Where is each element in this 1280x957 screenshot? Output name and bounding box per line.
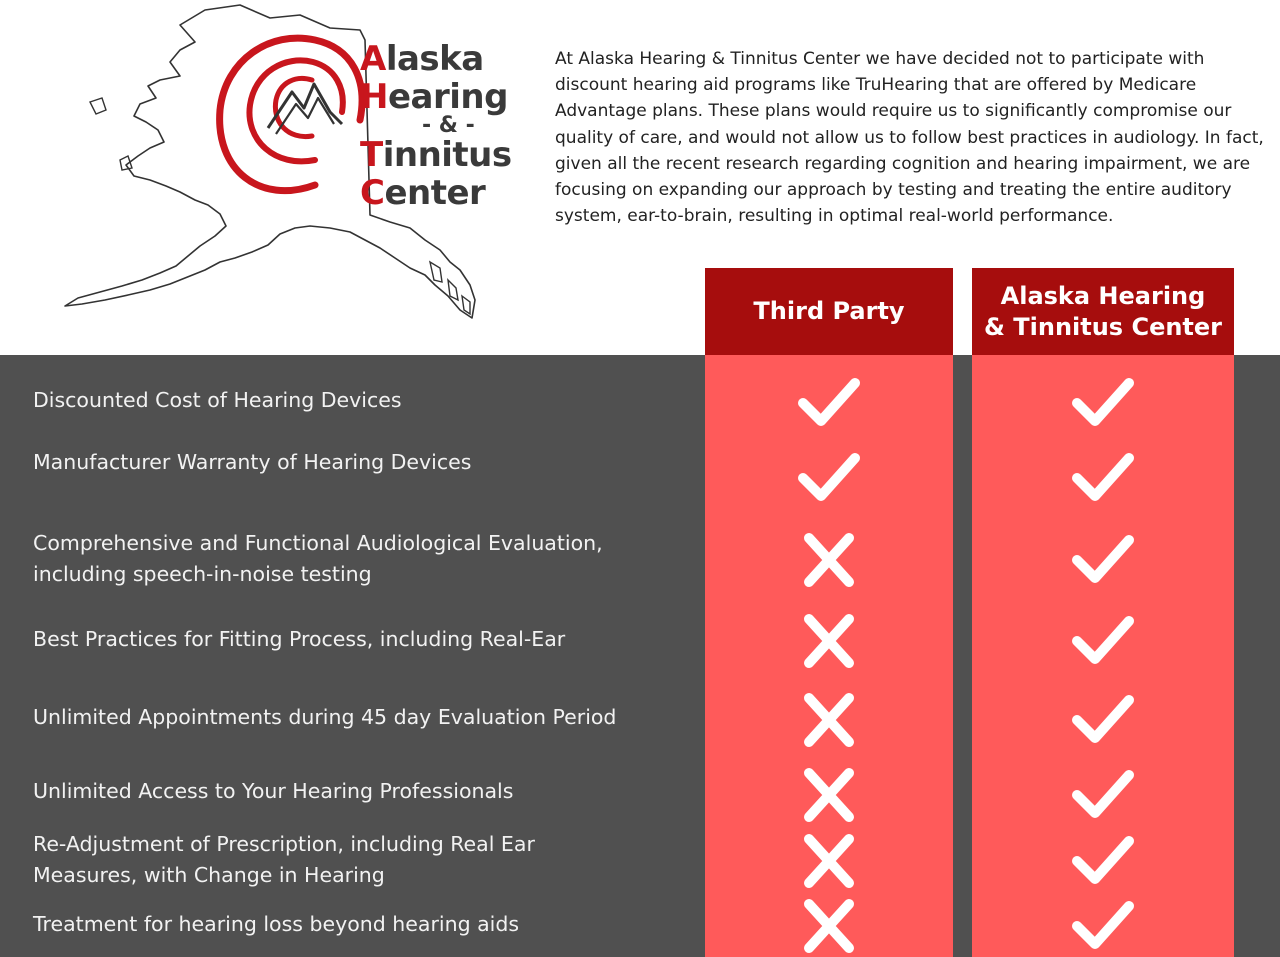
check-icon: [1071, 532, 1135, 588]
feature-label: [33, 909, 673, 940]
ear-logo-icon: [220, 38, 362, 191]
center-column-header: [972, 268, 1234, 355]
check-icon: [797, 375, 861, 431]
feature-label: [33, 702, 673, 733]
x-icon: [797, 898, 861, 954]
logo-line-alaska: Alaska: [360, 39, 484, 79]
x-icon: [797, 833, 861, 889]
logo-line-center: Center: [360, 173, 486, 213]
logo-ampersand-line: - & -: [422, 113, 475, 138]
logo-line-tinnitus: Tinnitus: [360, 135, 512, 175]
feature-label-line1: Treatment for hearing loss beyond hearing aids: [33, 912, 520, 936]
third-party-column-header: [705, 268, 953, 355]
feature-label-line1: Best Practices for Fitting Process, including Real-Ear: [33, 627, 566, 651]
feature-label-line1: Manufacturer Warranty of Hearing Devices: [33, 450, 472, 474]
x-icon: [797, 767, 861, 823]
feature-label-line1: Re-Adjustment of Prescription, including Real Ear: [33, 832, 535, 856]
check-icon: [797, 450, 861, 506]
x-icon: [797, 692, 861, 748]
check-icon: [1071, 833, 1135, 889]
check-icon: [1071, 898, 1135, 954]
feature-label: [33, 385, 673, 416]
check-icon: [1071, 767, 1135, 823]
feature-label: [33, 528, 673, 590]
feature-label: [33, 829, 673, 891]
intro-paragraph: At Alaska Hearing & Tinnitus Center we have decided not to participate with discount hearing aid programs like TruHearing that are offered by Medicare Advantage plans. These plans would require us to significantly compromise our quality of care, and would not allow us to follow best practices in audiology. In fact, given all the recent research regarding cognition and hearing impairment, we are focusing on expanding our approach by testing and treating the entire auditory system, ear-to-brain, resulting in optimal real-world performance.: [555, 49, 1264, 227]
check-icon: [1071, 375, 1135, 431]
check-icon: [1071, 692, 1135, 748]
feature-label: [33, 776, 673, 807]
check-icon: [1071, 450, 1135, 506]
feature-label: [33, 447, 673, 478]
feature-label-line2: including speech-in-noise testing: [33, 562, 372, 586]
brand-logo-text: [360, 40, 560, 212]
feature-label-line2: Measures, with Change in Hearing: [33, 863, 385, 887]
feature-label-line1: Discounted Cost of Hearing Devices: [33, 388, 402, 412]
center-title-line2: & Tinnitus Center: [983, 312, 1223, 341]
third-party-title: Third Party: [753, 297, 905, 325]
feature-label: [33, 624, 673, 655]
feature-label-line1: Comprehensive and Functional Audiological Evaluation,: [33, 531, 603, 555]
logo-line-hearing: Hearing: [360, 77, 508, 117]
feature-label-line1: Unlimited Access to Your Hearing Professionals: [33, 779, 514, 803]
x-icon: [797, 613, 861, 669]
check-icon: [1071, 613, 1135, 669]
feature-label-line1: Unlimited Appointments during 45 day Evaluation Period: [33, 705, 617, 729]
x-icon: [797, 532, 861, 588]
center-title-line1: Alaska Hearing: [1000, 281, 1206, 310]
